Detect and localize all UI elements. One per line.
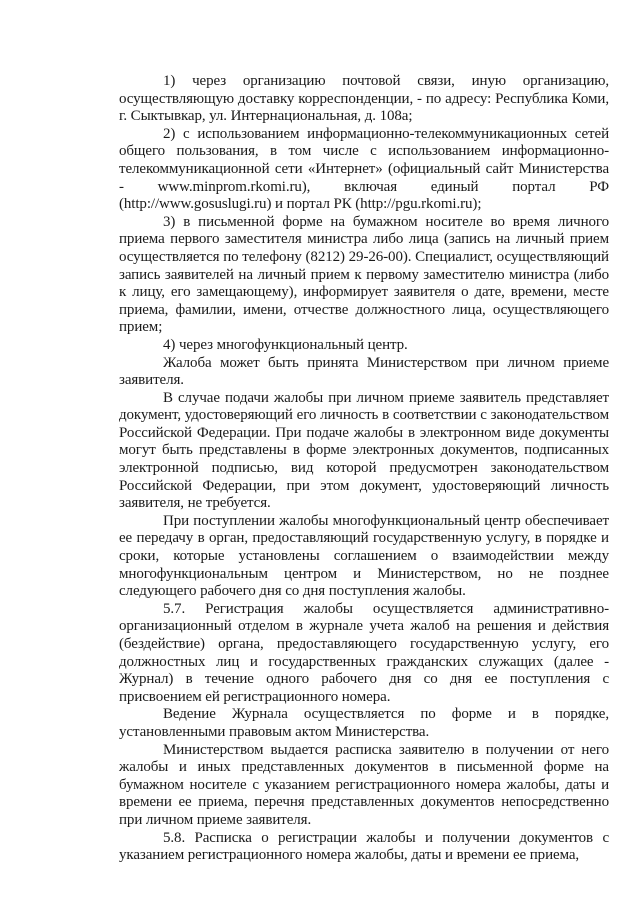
paragraph-identity-document: В случае подачи жалобы при личном приеме заявитель представляет документ, удостоверяющий его личность в соответствии с законодательством Российской Федерации. При подаче жалобы в электронном виде документы могут быть представлены в форме электронных документов, подписанных электронной подписью, вид которой предусмотрен законодательством Российской Федерации, при этом документ, удостоверяющий личность заявителя, не требуется. [119, 389, 609, 512]
paragraph-4-mfc: 4) через многофункциональный центр. [163, 336, 408, 353]
paragraph-journal-maintenance: Ведение Журнала осуществляется по форме и в порядке, установленными правовым актом Министерства. [119, 706, 609, 740]
paragraph-mfc-transfer: При поступлении жалобы многофункциональный центр обеспечивает ее передачу в орган, предоставляющий государственную услугу, в порядке и сроки, которые установлены соглашением о взаимодействии между многофункциональным центром и Министерством, но не позднее следующего рабочего дня со дня поступления жалобы. [119, 512, 609, 600]
paragraph-receipt-issued: Министерством выдается расписка заявителю в получении от него жалобы и иных представленных документов в письменной форме на бумажном носителе с указанием регистрационного номера жалобы, даты и времени ее приема, перечня представленных документов непосредственно при личном приеме заявителя. [119, 741, 609, 828]
paragraph-3-personal-reception: 3) в письменной форме на бумажном носителе во время личного приема первого заместителя министра либо лица (запись на личный прием осуществляется по телефону (8212) 29-26-00). Специалист, осуществляющий запись заявителей на личный прием к первому заместителю министра (либо к лицу, его замещающему), информирует заявителя о дате, времени, месте приема, фамилии, имени, отчестве должностного лица, осуществляющего прием; [119, 213, 609, 336]
paragraph-1-postal: 1) через организацию почтовой связи, иную организацию, осуществляющую доставку корреспонденции, - по адресу: Республика Коми, г. Сыктывкар, ул. Интернациональная, д. 108а; [119, 73, 609, 125]
paragraph-2-internet: 2) с использованием информационно-телекоммуникационных сетей общего пользования, в том числе с использованием информационно-телекоммуникационной сети «Интернет» (официальный сайт Министерства - www.minprom.rkomi.ru), включая единый портал РФ (http://www.gosuslugi.ru) и портал РК (http://pgu.rkomi.ru); [119, 125, 609, 213]
paragraph-5-8-receipt: 5.8. Расписка о регистрации жалобы и получении документов с указанием регистрационного номера жалобы, даты и времени ее приема, [119, 829, 609, 864]
paragraph-complaint-accepted: Жалоба может быть принята Министерством при личном приеме заявителя. [119, 354, 609, 389]
document-page [119, 73, 609, 865]
paragraph-5-7-registration: 5.7. Регистрация жалобы осуществляется административно-организационный отделом в журнале учета жалоб на решения и действия (бездействие) органа, предоставляющего государственную услугу, его должностных лиц и государственных гражданских служащих (далее - Журнал) в течение одного рабочего дня со дня ее поступления с присвоением ей регистрационного номера. [119, 600, 609, 705]
